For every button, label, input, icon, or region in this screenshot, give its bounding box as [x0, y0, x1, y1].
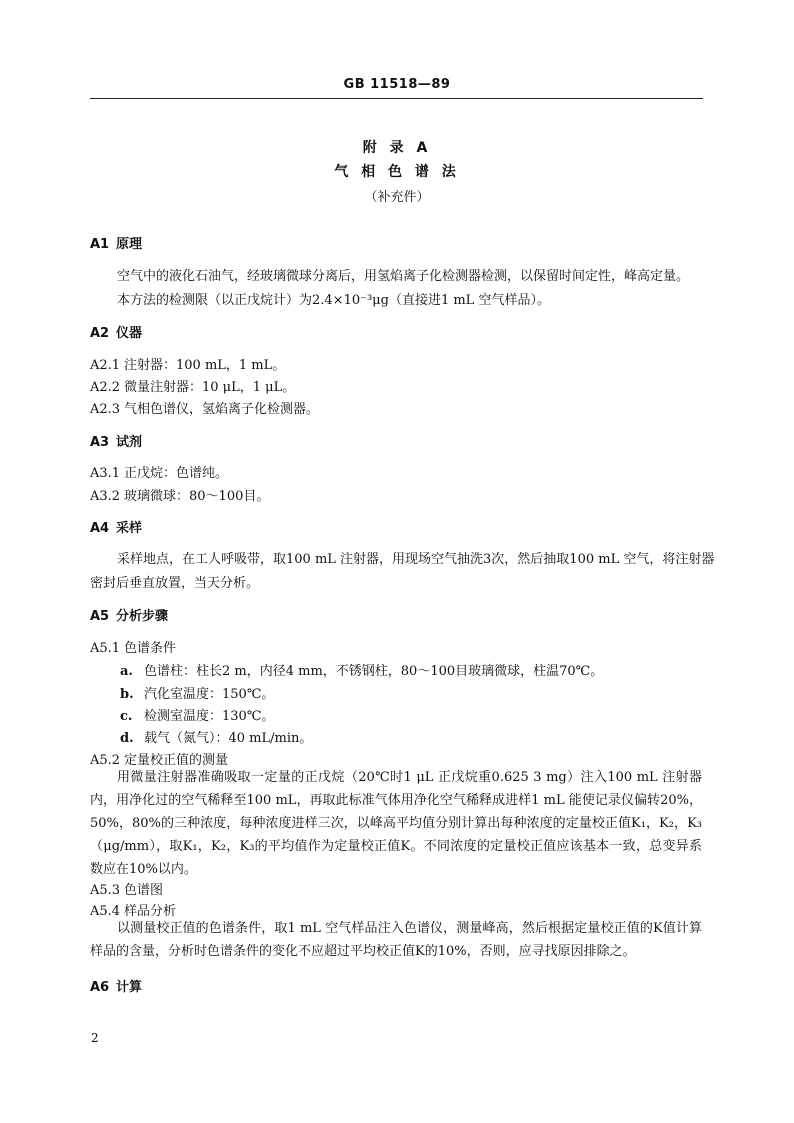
a5-3-heading — [90, 879, 163, 898]
a5-1-item — [120, 660, 603, 679]
section-a1-heading — [90, 233, 142, 252]
subsection-number: A5.1 — [90, 641, 121, 656]
section-a3-heading — [90, 431, 142, 450]
page-number: 2 — [91, 1031, 99, 1045]
a4-paragraph-line-2: 密封后垂直放置，当天分析。 — [90, 576, 260, 591]
a4-paragraph-line-1: 采样地点，在工人呼吸带，取100 mL 注射器，用现场空气抽洗3次，然后抽取100 mL 空气，将注射器 — [117, 552, 715, 567]
a5-1-item — [120, 727, 312, 746]
subsection-number: A5.2 — [90, 753, 121, 768]
section-number: A4 — [90, 521, 110, 536]
appendix-title: 气 相 色 谱 法 — [334, 164, 460, 180]
section-title: 计算 — [116, 980, 143, 995]
item-letter: d. — [120, 731, 134, 746]
item-text: 正戊烷：色谱纯。 — [124, 466, 229, 481]
a5-1-item — [120, 705, 274, 724]
item-text: 载气（氮气）：40 mL/min。 — [144, 731, 313, 746]
item-number: A2.3 — [90, 402, 121, 417]
section-number: A1 — [90, 237, 110, 252]
item-number: A3.2 — [90, 489, 121, 504]
section-number: A6 — [90, 980, 110, 995]
section-title: 采样 — [116, 521, 143, 536]
section-a4-heading — [90, 517, 142, 536]
item-number: A2.2 — [90, 380, 121, 395]
item-number: A3.1 — [90, 466, 121, 481]
section-title: 原理 — [116, 237, 143, 252]
item-text: 气相色谱仪，氢焰离子化检测器。 — [124, 402, 320, 417]
a2-item — [90, 354, 285, 373]
a5-2-paragraph-text: 用微量注射器准确吸取一定量的正戊烷（20℃时1 μL 正戊烷重0.625 3 mg）注入100 mL 注射器内，用净化过的空气稀释至100 mL，再取此标准气体用净化空气稀释成进样1 mL 能使记录仪偏转20%，50%，80%的三种浓度，每种浓度进样三次，以峰高平均值分别计算出每种浓度的定量校正值K₁，K₂，K₃（μg/mm），取K₁，K₂，K₃的平均值作为定量校正值K。不同浓度的定量校正值应该基本一致，总变异系数应在10%以内。 — [90, 770, 702, 877]
appendix-label: 附 录 A — [362, 140, 432, 156]
section-title: 仪器 — [116, 326, 143, 341]
subsection-title: 色谱图 — [124, 883, 164, 898]
subsection-title: 色谱条件 — [124, 641, 177, 656]
a5-2-paragraph — [90, 766, 702, 881]
document-header: GB 11518—89 — [343, 77, 451, 92]
item-letter: c. — [120, 709, 133, 724]
item-text: 色谱柱：柱长2 m，内径4 mm，不锈钢柱，80～100目玻璃微球，柱温70℃。 — [144, 664, 604, 679]
appendix-subtitle: （补充件） — [364, 190, 430, 205]
a1-paragraph-1: 空气中的液化石油气，经玻璃微球分离后，用氢焰离子化检测器检测，以保留时间定性，峰高定量。 — [117, 269, 690, 284]
a2-item — [90, 398, 319, 417]
subsection-title: 样品分析 — [124, 904, 177, 919]
section-a6-heading — [90, 976, 142, 995]
item-text: 玻璃微球：80～100目。 — [124, 489, 270, 504]
item-text: 微量注射器：10 μL，1 μL。 — [124, 380, 296, 395]
section-title: 分析步骤 — [116, 609, 169, 624]
section-a5-heading — [90, 605, 168, 624]
a5-1-item — [120, 683, 274, 702]
a5-4-paragraph-text: 以测量校正值的色谱条件，取1 mL 空气样品注入色谱仪，测量峰高，然后根据定量校正值的K值计算样品的含量，分析时色谱条件的变化不应超过平均校正值K的10%，否则，应寻找原因排除之。 — [90, 921, 702, 959]
section-a2-heading — [90, 322, 142, 341]
section-number: A5 — [90, 609, 110, 624]
a1-paragraph-2: 本方法的检测限（以正戊烷计）为2.4×10⁻³μg（直接进1 mL 空气样品）。 — [117, 293, 550, 308]
a3-item — [90, 485, 269, 504]
item-text: 汽化室温度：150℃。 — [144, 687, 275, 702]
header-rule — [90, 98, 703, 99]
item-text: 检测室温度：130℃。 — [144, 709, 275, 724]
item-letter: b. — [120, 687, 134, 702]
subsection-title: 定量校正值的测量 — [124, 753, 229, 768]
a2-item — [90, 376, 295, 395]
item-text: 注射器：100 mL，1 mL。 — [124, 358, 286, 373]
subsection-number: A5.4 — [90, 904, 121, 919]
item-number: A2.1 — [90, 358, 121, 373]
section-title: 试剂 — [116, 435, 143, 450]
section-number: A3 — [90, 435, 110, 450]
a3-item — [90, 462, 228, 481]
subsection-number: A5.3 — [90, 883, 121, 898]
a5-1-heading — [90, 637, 176, 656]
section-number: A2 — [90, 326, 110, 341]
a5-4-paragraph — [90, 917, 702, 963]
item-letter: a. — [120, 664, 133, 679]
